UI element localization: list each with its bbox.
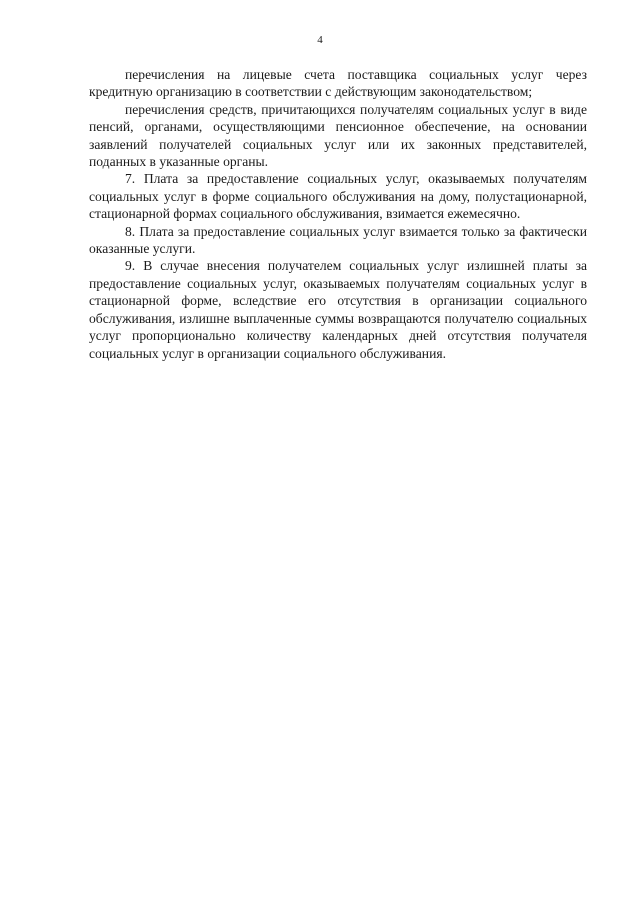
paragraph-item-8: 8. Плата за предоставление социальных услуг взимается только за фактически оказанные услуги. (89, 223, 587, 257)
paragraph-payment-accounts: перечисления на лицевые счета поставщика социальных услуг через кредитную организацию в соответствии с действующим законодательством; (89, 67, 587, 100)
page-number: 4 (317, 34, 323, 46)
paragraph-item-9: 9. В случае внесения получателем социальных услуг излишней платы за предоставление социальных услуг, оказываемых получателям социальных услуг в стационарной форме, вследствие его отсутствия в организации социального обслуживания, излишне выплаченные суммы возвращаются получателю социальных услуг пропорционально количеству календарных дней отсутствия получателя социальных услуг в организации социального обслуживания. (89, 258, 587, 361)
paragraph-item-7: 7. Плата за предоставление социальных услуг, оказываемых получателям социальных услуг в форме социального обслуживания на дому, полустационарной, стационарной формах социального обслуживания, взимается ежемесячно. (89, 171, 587, 222)
paragraph-pension-transfer: перечисления средств, причитающихся получателям социальных услуг в виде пенсий, органами, осуществляющими пенсионное обеспечение, на основании заявлений получателей социальных услуг или их законных представителей, поданных в указанные органы. (89, 101, 587, 170)
document-body (89, 66, 587, 362)
